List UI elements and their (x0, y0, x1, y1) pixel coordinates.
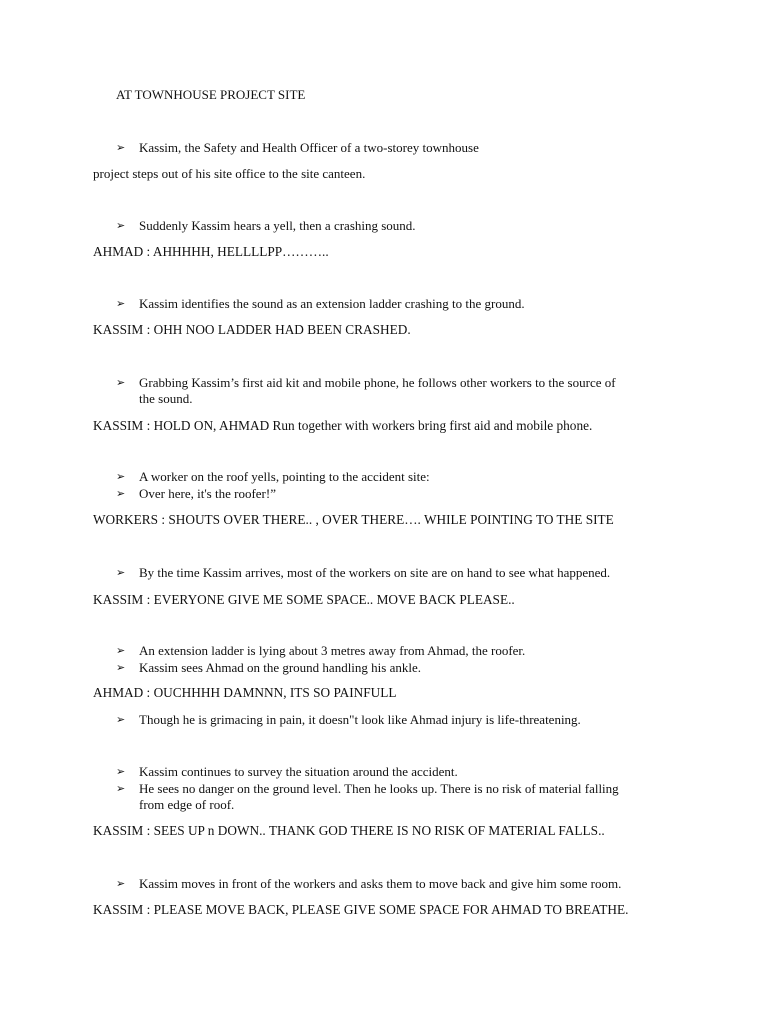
dialogue-line: KASSIM : HOLD ON, AHMAD Run together with workers bring first aid and mobile phone. (93, 418, 593, 433)
bullet-text: Over here, it's the roofer!” (139, 486, 276, 501)
dialogue-line: KASSIM : SEES UP n DOWN.. THANK GOD THERE IS NO RISK OF MATERIAL FALLS.. (93, 823, 605, 838)
arrowhead-bullet-icon: ➢ (116, 566, 126, 579)
bullet-text: Kassim continues to survey the situation around the accident. (139, 764, 458, 779)
dialogue-line: AHMAD : OUCHHHH DAMNNN, ITS SO PAINFULL (93, 685, 397, 700)
bullet-text: Kassim moves in front of the workers and asks them to move back and give him some room. (139, 876, 622, 891)
dialogue-line: KASSIM : OHH NOO LADDER HAD BEEN CRASHED. (93, 322, 411, 337)
arrowhead-bullet-icon: ➢ (116, 376, 126, 389)
bullet-text: Kassim sees Ahmad on the ground handling his ankle. (139, 660, 421, 675)
paragraph-continuation: project steps out of his site office to the site canteen. (93, 166, 366, 181)
document-heading: AT TOWNHOUSE PROJECT SITE (116, 87, 306, 102)
arrowhead-bullet-icon: ➢ (116, 470, 126, 483)
bullet-text: Suddenly Kassim hears a yell, then a crashing sound. (139, 218, 416, 233)
arrowhead-bullet-icon: ➢ (116, 644, 126, 657)
arrowhead-bullet-icon: ➢ (116, 765, 126, 778)
bullet-text: Kassim identifies the sound as an extension ladder crashing to the ground. (139, 296, 525, 311)
arrowhead-bullet-icon: ➢ (116, 487, 126, 500)
bullet-text: He sees no danger on the ground level. Then he looks up. There is no risk of material falling (139, 781, 619, 796)
bullet-text: By the time Kassim arrives, most of the workers on site are on hand to see what happened. (139, 565, 611, 580)
bullet-text: Though he is grimacing in pain, it doesn"t look like Ahmad injury is life-threatening. (139, 712, 581, 727)
arrowhead-bullet-icon: ➢ (116, 661, 126, 674)
bullet-text: Kassim, the Safety and Health Officer of a two-storey townhouse (139, 140, 479, 155)
arrowhead-bullet-icon: ➢ (116, 782, 126, 795)
arrowhead-bullet-icon: ➢ (116, 713, 126, 726)
bullet-text: An extension ladder is lying about 3 metres away from Ahmad, the roofer. (139, 643, 526, 658)
arrowhead-bullet-icon: ➢ (116, 297, 126, 310)
arrowhead-bullet-icon: ➢ (116, 219, 126, 232)
bullet-text: A worker on the roof yells, pointing to the accident site: (139, 469, 430, 484)
bullet-text-continuation: from edge of roof. (139, 797, 235, 812)
bullet-text: Grabbing Kassim’s first aid kit and mobile phone, he follows other workers to the source of (139, 375, 616, 390)
dialogue-line: KASSIM : EVERYONE GIVE ME SOME SPACE.. MOVE BACK PLEASE.. (93, 592, 515, 607)
bullet-text-continuation: the sound. (139, 391, 193, 406)
arrowhead-bullet-icon: ➢ (116, 877, 126, 890)
dialogue-line: AHMAD : AHHHHH, HELLLLPP……….. (93, 244, 329, 259)
dialogue-line: WORKERS : SHOUTS OVER THERE.. , OVER THERE…. WHILE POINTING TO THE SITE (93, 512, 614, 527)
arrowhead-bullet-icon: ➢ (116, 141, 126, 154)
dialogue-line: KASSIM : PLEASE MOVE BACK, PLEASE GIVE SOME SPACE FOR AHMAD TO BREATHE. (93, 902, 629, 917)
